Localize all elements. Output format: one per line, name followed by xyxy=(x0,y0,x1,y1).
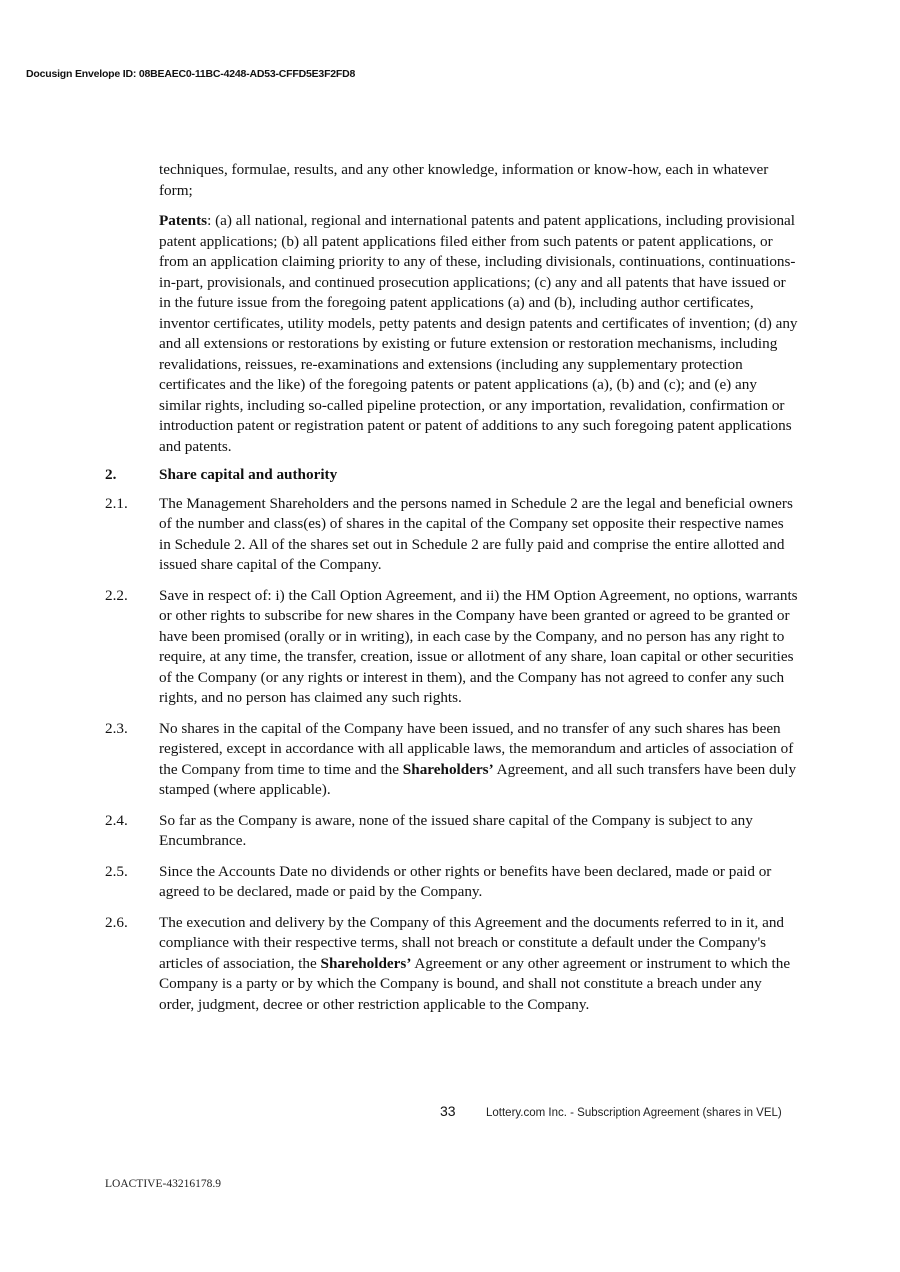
clause-text xyxy=(159,719,799,801)
clause-number: 2.4. xyxy=(105,811,128,829)
patents-definition-text: : (a) all national, regional and international patents and patent applications, including provisional patent applications; (b) all patent applications filed either from such patents or patent applications, or from an application claiming priority to any of these, including divisionals, continuations, continuations-in-part, provisionals, and continued prosecution applications; (c) any and all patents that have issued or in the future issue from the foregoing patent applications (a) and (b), including author certificates, inventor certificates, utility models, petty patents and design patents and certificates of invention; (d) any and all extensions or restorations by existing or future extension or restoration mechanisms, including revalidations, reissues, re-examinations and extensions (including any supplementary protection certificates and the like) of the foregoing patents or patent applications (a), (b) and (c); and (e) any similar rights, including so-called pipeline protection, or any importation, revalidation, confirmation or introduction patent or registration patent or patent of additions to any such foregoing patent applications and patents. xyxy=(159,212,798,455)
clause-text xyxy=(159,913,799,1016)
clause-text-part: The execution and delivery by the Company of this Agreement and the documents referred to in it, and compliance with their respective terms, shall not breach or constitute a default under the Company's articles of association, the xyxy=(159,913,785,972)
clause-text-part: Agreement, and all such transfers have been duly stamped (where applicable). xyxy=(159,760,797,798)
patents-term: Patents xyxy=(159,212,208,229)
clause-2-3 xyxy=(105,719,799,801)
section-number: 2. xyxy=(105,466,117,483)
shareholders-term: Shareholders’ xyxy=(402,760,494,778)
patents-definition xyxy=(159,211,799,457)
definition-continuation: techniques, formulae, results, and any other knowledge, information or know-how, each in whatever form; xyxy=(159,161,769,199)
clause-text: The Management Shareholders and the persons named in Schedule 2 are the legal and beneficial owners of the number and class(es) of shares in the capital of the Company set opposite their respective names in Schedule 2. All of the shares set out in Schedule 2 are fully paid and comprise the entire allotted and issued share capital of the Company. xyxy=(159,494,793,573)
docusign-envelope-id: Docusign Envelope ID: 08BEAEC0-11BC-4248-AD53-CFFD5E3F2FD8 xyxy=(26,68,356,80)
clause-text: Since the Accounts Date no dividends or other rights or benefits have been declared, made or paid or agreed to be declared, made or paid by the Company. xyxy=(159,862,772,900)
clause-number: 2.2. xyxy=(105,586,128,604)
clause-2-6 xyxy=(105,913,799,1016)
page-number: 33 xyxy=(440,1103,456,1119)
clause-number: 2.5. xyxy=(105,862,128,880)
clause-text-part: Agreement or any other agreement or instrument to which the Company is a party or by which the Company is bound, and shall not constitute a breach under any order, judgment, decree or other restriction applicable to the Company. xyxy=(159,954,791,1013)
clause-text: Save in respect of: i) the Call Option Agreement, and ii) the HM Option Agreement, no options, warrants or other rights to subscribe for new shares in the Company have been granted or agreed to be granted or have been promised (orally or in writing), in each case by the Company, and no person has any right to require, at any time, the transfer, creation, issue or allotment of any share, loan capital or other securities of the Company (or any rights or interest in them), and the Company has not agreed to confer any such rights, and no person has claimed any such rights. xyxy=(159,586,798,706)
clause-text: So far as the Company is aware, none of the issued share capital of the Company is subject to any Encumbrance. xyxy=(159,811,753,849)
page-footer xyxy=(440,1103,782,1119)
clause-2-4 xyxy=(105,811,799,852)
clause-2-1 xyxy=(105,494,799,576)
document-reference: LOACTIVE-43216178.9 xyxy=(105,1178,221,1190)
clause-2-2 xyxy=(105,586,799,709)
clause-number: 2.1. xyxy=(105,494,128,512)
clause-2-5 xyxy=(105,862,799,903)
clause-number: 2.6. xyxy=(105,913,128,931)
footer-document-title: Lottery.com Inc. - Subscription Agreement (shares in VEL) xyxy=(486,1107,782,1119)
document-body xyxy=(0,160,900,1025)
section-title: Share capital and authority xyxy=(159,466,338,483)
clause-number: 2.3. xyxy=(105,719,128,737)
shareholders-term: Shareholders’ xyxy=(320,954,412,972)
clause-text-part: No shares in the capital of the Company have been issued, and no transfer of any such shares has been registered, except in accordance with all applicable laws, the memorandum and articles of association of the Company from time to time and the xyxy=(159,719,794,778)
section-heading xyxy=(105,465,799,486)
